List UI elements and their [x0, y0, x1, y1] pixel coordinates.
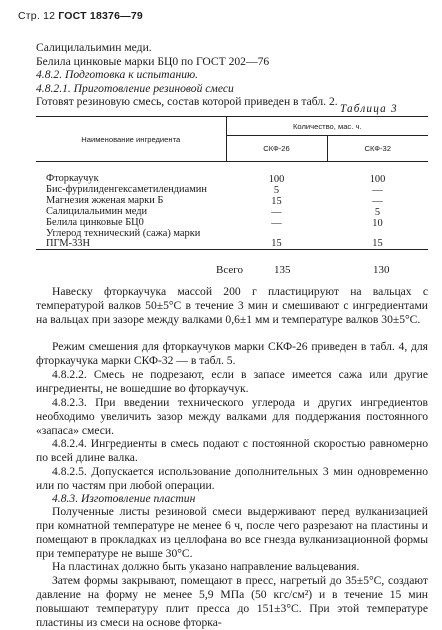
column-header-skf-32: СКФ-32: [327, 136, 428, 162]
ingredient-name: Углерод технический (сажа) марки ПГМ-33Н: [46, 228, 201, 250]
intro-line-2: Белила цинковые марки БЦ0 по ГОСТ 202—76: [36, 55, 270, 68]
total-skf-32: 130: [373, 264, 390, 276]
ingredients-table: [36, 116, 428, 250]
ingredient-name: Бис-фурилиденгексаметилендиамин: [46, 184, 207, 195]
paragraph-4-8-2-5: 4.8.2.5. Допускается использование дополнительных 3 мин одновременно или по частям при любой операции.: [36, 465, 428, 492]
paragraph-milling-direction: На пластинах должно быть указано направление вальцевания.: [52, 560, 360, 573]
ingredient-name: Фторкаучук: [46, 173, 99, 184]
value-skf-26: 100: [268, 174, 285, 185]
table-row: [36, 229, 428, 250]
column-header-quantity: Количество, мас. ч.: [226, 117, 428, 136]
paragraph-press: Затем формы закрывают, помещают в пресс, нагретый до 35±5°С, создают давление на форму не менее 5,9 МПа (50 кгс/см²) и в течение 15 мин повышают температуру плит пресса до 151±3°С. При этой температуре пластины из смеси на основе фторка-: [36, 574, 428, 629]
ingredient-name: Салицилальимин меди: [46, 206, 148, 217]
ingredient-name: Магнезия жженая марки Б: [46, 195, 164, 206]
value-skf-32: —: [372, 196, 383, 207]
table-intro-text: Готовят резиновую смесь, состав которой приведен в табл. 2.: [36, 95, 338, 108]
column-header-skf-26: СКФ-26: [226, 136, 327, 162]
paragraph-4-8-2-3: 4.8.2.3. При введении технического углерода и других ингредиентов необходимо увеличить зазор между валками для поддержания постоянного «запаса» смеси.: [36, 396, 428, 437]
table-caption: Таблица 3: [340, 103, 398, 115]
total-skf-26: 135: [274, 264, 291, 276]
total-label: Всего: [216, 264, 243, 276]
value-skf-32: 100: [369, 174, 386, 185]
paragraph-4-8-2-4: 4.8.2.4. Ингредиенты в смесь подают с постоянной скоростью равномерно по всей длине валка.: [36, 437, 428, 464]
paragraph-mixing-mode: Режим смешения для фторкаучуков марки СКФ-26 приведен в табл. 4, для фторкаучука марки СКФ-32 — в табл. 5.: [36, 340, 428, 367]
ingredient-name: Белила цинковые БЦ0: [46, 217, 144, 228]
paragraph-vulcanization-prep: Полученные листы резиновой смеси выдерживают перед вулканизацией при комнатной температуре не менее 6 ч, после чего разрезают на пластины и помещают в прокладках из целлофана во все гнезда вулканизационной формы при температуре не выше 30°С.: [36, 505, 428, 560]
value-skf-26: 15: [271, 238, 282, 250]
column-header-ingredient: Наименование ингредиента: [36, 117, 226, 162]
value-skf-32: —: [372, 185, 383, 196]
standard-number: ГОСТ 18376—79: [58, 10, 143, 22]
page-number: Стр. 12: [18, 10, 56, 22]
section-heading-4-8-3: 4.8.3. Изготовление пластин: [52, 492, 196, 505]
intro-line-1: Салицилальимин меди.: [36, 41, 152, 54]
value-skf-26: —: [271, 218, 282, 229]
section-heading-4-8-2: 4.8.2. Подготовка к испытанию.: [36, 68, 199, 81]
value-skf-32: 15: [372, 238, 383, 250]
value-skf-26: —: [271, 207, 282, 218]
paragraph-milling: Навеску фторкаучука массой 200 г пластицируют на вальцах с температурой валков 50±5°С в течение 3 мин и смешивают с ингредиентами на вальцах при зазоре между валками 0,6±1 мм и температуре валков 30±5°С.: [36, 285, 428, 326]
running-header: [18, 10, 143, 22]
value-skf-32: 10: [372, 218, 383, 229]
section-heading-4-8-2-1: 4.8.2.1. Приготовление резиновой смеси: [36, 82, 234, 95]
value-skf-32: 5: [374, 207, 381, 218]
paragraph-4-8-2-2: 4.8.2.2. Смесь не подрезают, если в запасе имеется сажа или другие ингредиенты, не вошедшие во фторкаучук.: [36, 368, 428, 395]
value-skf-26: 5: [273, 185, 280, 196]
value-skf-26: 15: [271, 196, 282, 207]
